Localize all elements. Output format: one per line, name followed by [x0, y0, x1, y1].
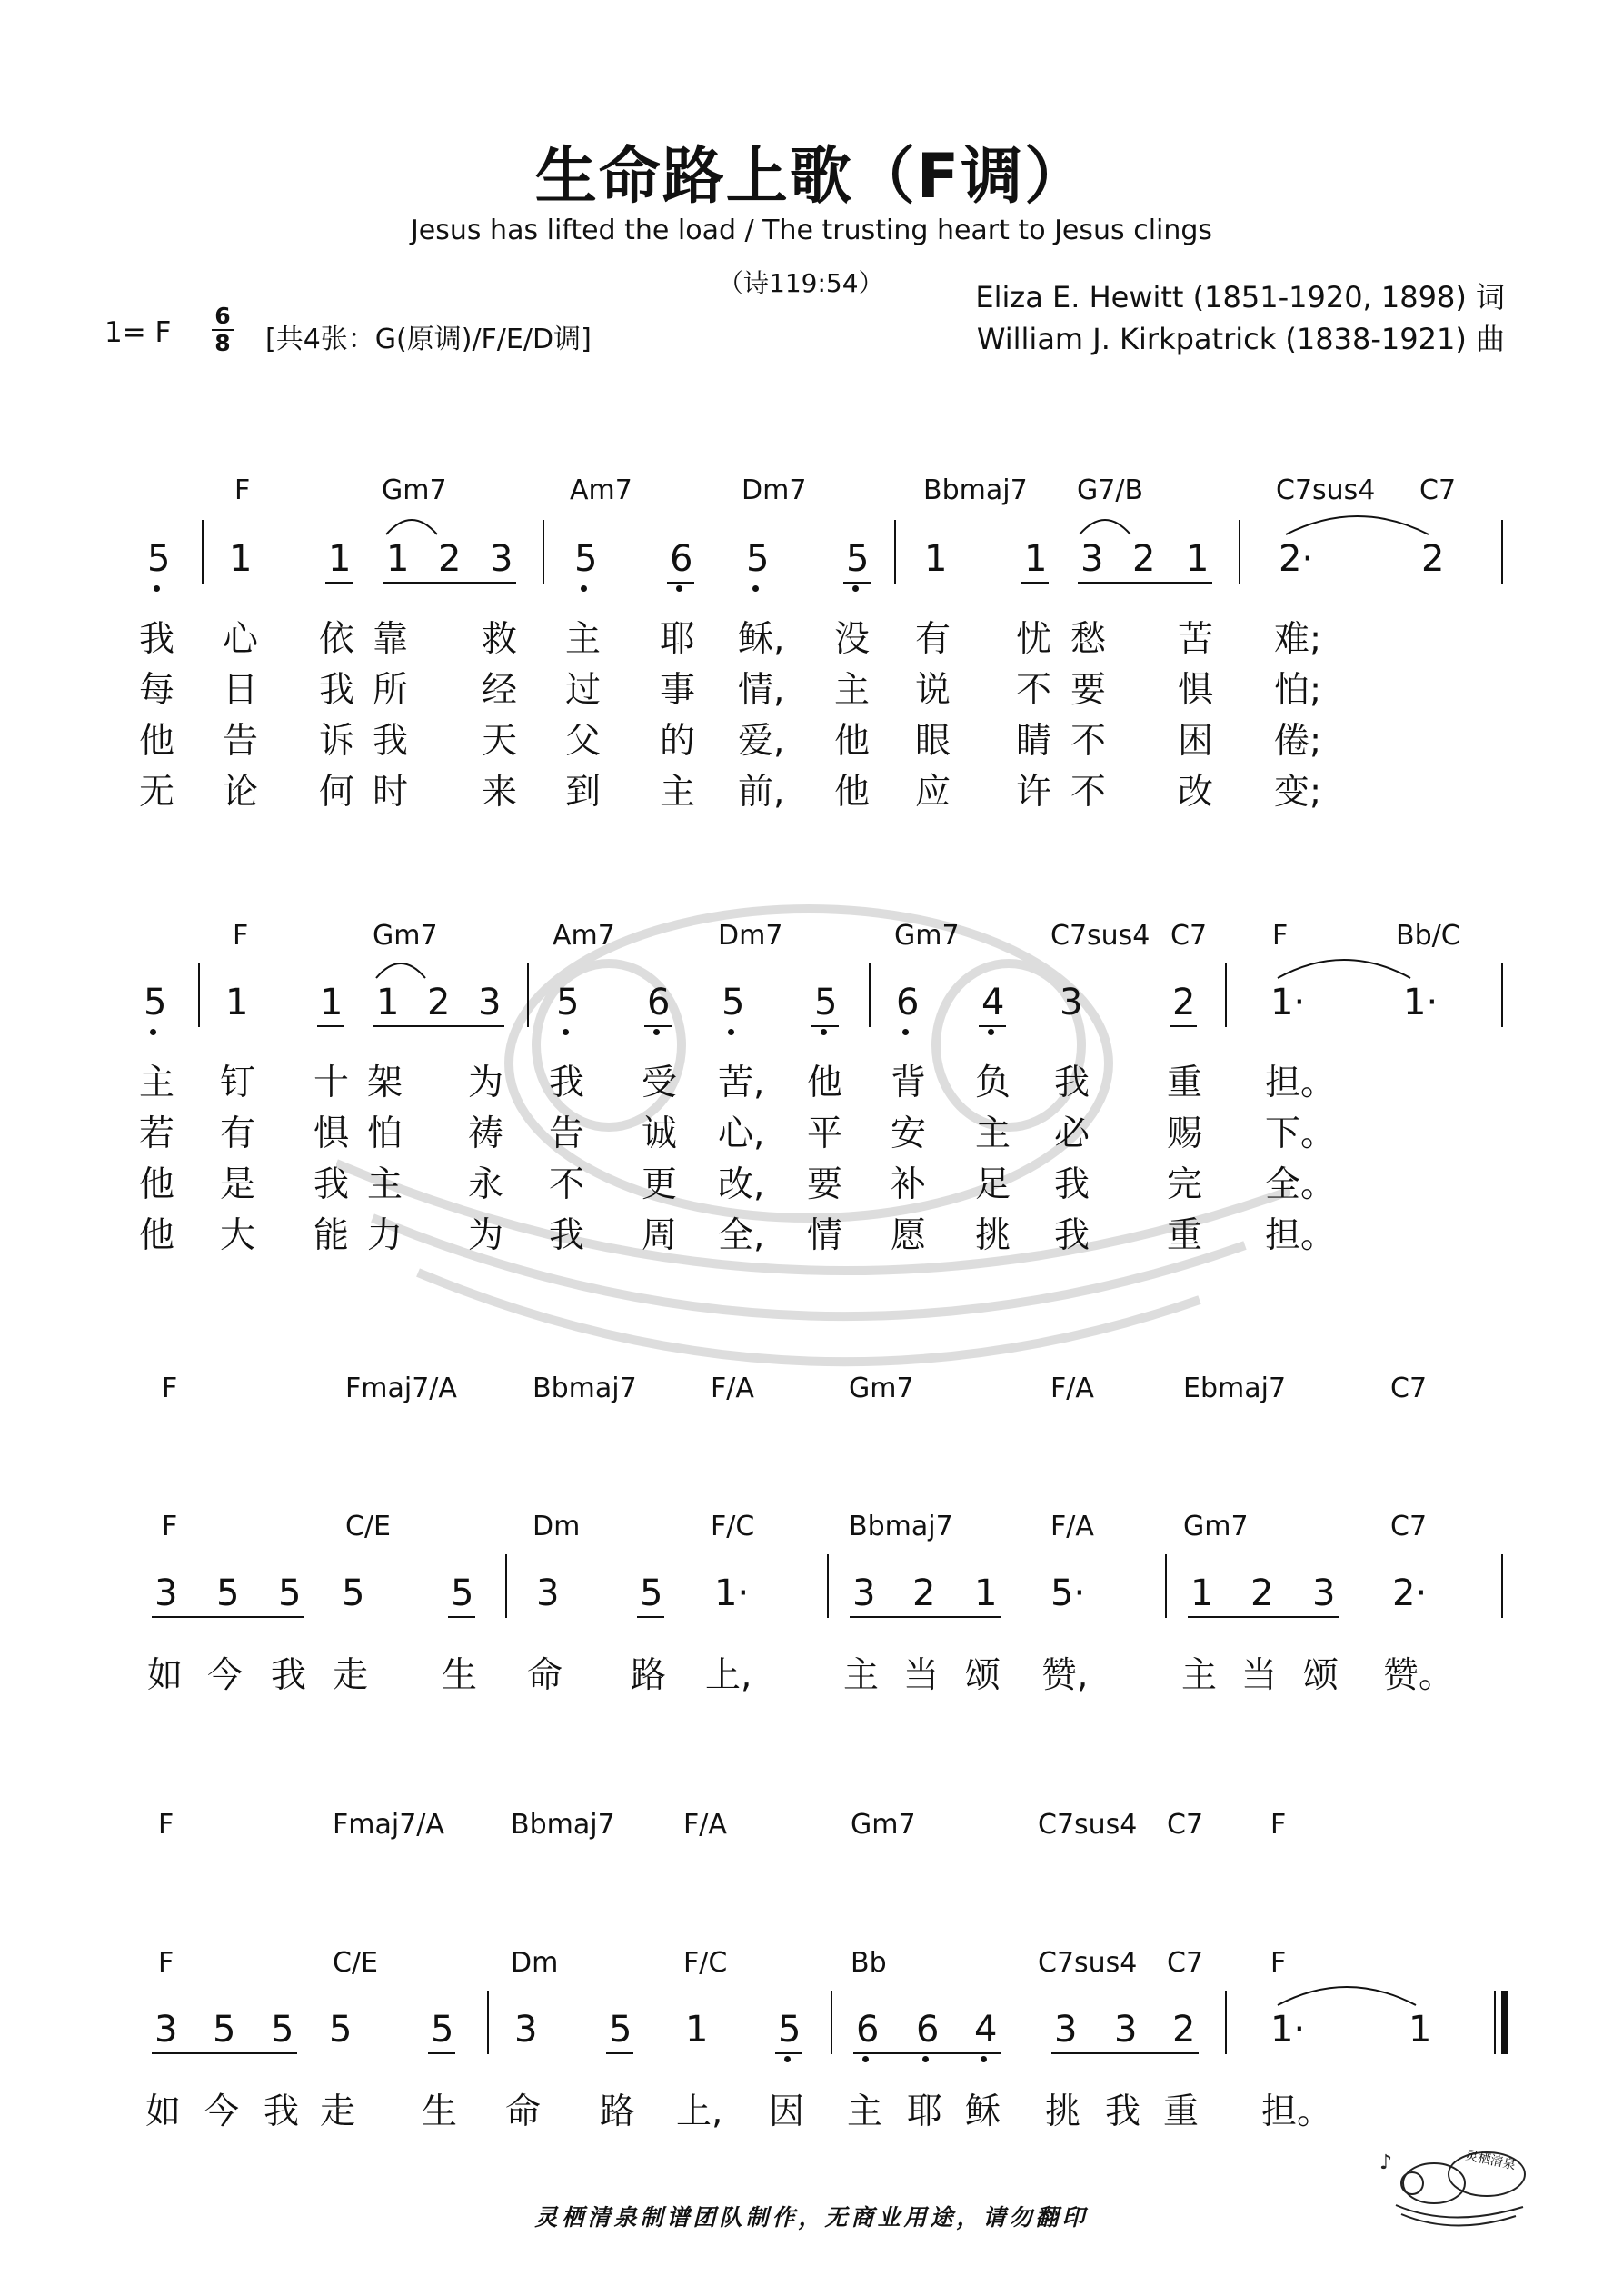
lyric: 依靠 — [319, 619, 427, 660]
lyric: 眼 — [915, 721, 951, 762]
lyric: 担。 — [1265, 1215, 1337, 1256]
slur — [376, 963, 425, 978]
lyric: 担。 — [1261, 2091, 1333, 2132]
note: 6 — [856, 2009, 880, 2051]
lyric: 上, — [705, 1655, 752, 1696]
chord: F/C — [683, 1947, 728, 1979]
lyric: 诚 — [642, 1113, 678, 1154]
chord: C7 — [1167, 1947, 1204, 1979]
lyric: 主 — [565, 619, 602, 660]
lyric: 命 — [505, 2091, 542, 2132]
note: 2 — [1172, 2009, 1196, 2051]
lyric: 永 — [468, 1164, 504, 1205]
lyric: 他 — [834, 721, 871, 762]
lyric: 许 — [1016, 772, 1052, 813]
lyric: 如 — [145, 2091, 182, 2132]
lyric: 要 — [1070, 670, 1107, 711]
available-keys-note: [共4张：G(原调)/F/E/D调] — [265, 324, 592, 355]
chord: F — [1270, 1947, 1287, 1979]
note: 5 — [216, 1572, 240, 1614]
lyric: 告 — [223, 721, 259, 762]
note: 6 — [670, 538, 693, 580]
chord: Gm7 — [382, 474, 447, 506]
logo-text: 灵栖清泉 — [1464, 2148, 1518, 2173]
lyric: 倦; — [1274, 721, 1322, 762]
lyric: 的 — [660, 721, 696, 762]
lyric: 他 — [807, 1063, 843, 1103]
note: 5 — [278, 1572, 302, 1614]
chord: C/E — [345, 1511, 392, 1542]
song-subtitle: Jesus has lifted the load / The trusting heart to Jesus clings — [410, 215, 1213, 246]
note: 1· — [714, 1572, 750, 1614]
lyric: 稣 — [965, 2091, 1001, 2132]
note: 1 — [320, 982, 344, 1023]
note: 1 — [1190, 1572, 1214, 1614]
note: 5 — [342, 1572, 365, 1614]
lyric: 周 — [642, 1215, 678, 1256]
lyric: 日 — [223, 670, 259, 711]
lyric: 赐 — [1167, 1113, 1203, 1154]
lyric: 今 — [204, 2091, 240, 2132]
lyric: 赞, — [1041, 1655, 1089, 1696]
lyric: 诉我 — [319, 721, 427, 762]
note: 3 — [1054, 2009, 1078, 2051]
lyric: 走 — [333, 1655, 369, 1696]
note: 2 — [1250, 1572, 1274, 1614]
lyric: 难; — [1274, 619, 1322, 660]
song-title: 生命路上歌（F调） — [534, 141, 1089, 213]
chord: C7sus4 — [1050, 920, 1150, 952]
lyric: 全。 — [1265, 1164, 1337, 1205]
note: 5 — [746, 538, 770, 580]
lyric: 我主 — [314, 1164, 422, 1205]
lyric: 我 — [549, 1063, 585, 1103]
chord: Bb — [851, 1947, 887, 1979]
time-signature-bottom: 8 — [214, 330, 231, 356]
sheep-logo-icon — [1378, 2141, 1532, 2232]
chord: F — [233, 920, 249, 952]
lyric: 赞。 — [1383, 1655, 1455, 1696]
lyric: 稣, — [738, 619, 785, 660]
note: 3 — [490, 538, 513, 580]
note: 1 — [328, 538, 352, 580]
note: 3 — [514, 2009, 538, 2051]
chord: F — [158, 1809, 174, 1841]
note: 3 — [1114, 2009, 1138, 2051]
chord: F/A — [1050, 1373, 1094, 1404]
lyric: 主 — [139, 1063, 175, 1103]
lyric: 十架 — [314, 1063, 422, 1103]
lyric: 为 — [468, 1215, 504, 1256]
lyric: 父 — [565, 721, 602, 762]
note: 5 — [722, 982, 745, 1023]
note: 3 — [154, 2009, 178, 2051]
note: 1 — [924, 538, 948, 580]
key-signature: 1= F — [105, 316, 172, 349]
lyric: 受 — [642, 1063, 678, 1103]
lyric: 能力 — [314, 1215, 422, 1256]
publisher-logo — [1378, 2141, 1532, 2232]
lyric: 下。 — [1265, 1113, 1337, 1154]
note: 5 — [846, 538, 870, 580]
chord: Bb/C — [1396, 920, 1460, 952]
lyric: 怕; — [1274, 670, 1322, 711]
lyric: 心, — [718, 1113, 765, 1154]
note: 1 — [386, 538, 410, 580]
chord: Bbmaj7 — [849, 1511, 953, 1542]
note: 5 — [609, 2009, 632, 2051]
chord: F/C — [711, 1511, 755, 1542]
lyric: 他 — [834, 772, 871, 813]
note: 2 — [1421, 538, 1445, 580]
note: 1 — [229, 538, 253, 580]
lyric: 祷 — [468, 1113, 504, 1154]
lyric: 重 — [1167, 1215, 1203, 1256]
note: 3 — [1080, 538, 1104, 580]
note: 1· — [1403, 982, 1439, 1023]
chord: Gm7 — [1183, 1511, 1249, 1542]
lyric: 我 — [1105, 2091, 1141, 2132]
note: 3 — [536, 1572, 560, 1614]
tie — [1278, 960, 1410, 978]
chord: C7 — [1167, 1809, 1204, 1841]
lyric: 大 — [220, 1215, 256, 1256]
lyric: 愿 — [891, 1215, 927, 1256]
lyric: 主 — [1181, 1655, 1218, 1696]
lyric: 情 — [807, 1215, 843, 1256]
lyric: 重 — [1163, 2091, 1200, 2132]
scripture-reference: （诗119:54） — [718, 268, 884, 298]
lyric: 愁 — [1070, 619, 1107, 660]
lyric: 困 — [1178, 721, 1214, 762]
lyric: 生 — [422, 2091, 458, 2132]
slur — [386, 520, 437, 534]
lyric: 钉 — [220, 1063, 256, 1103]
lyric: 不 — [1070, 721, 1107, 762]
lyric: 变; — [1274, 772, 1322, 813]
chord: Dm — [533, 1511, 581, 1542]
chord: Am7 — [570, 474, 632, 506]
note: 3 — [1312, 1572, 1336, 1614]
lyric: 主 — [975, 1113, 1011, 1154]
lyric: 负 — [975, 1063, 1011, 1103]
lyric: 不 — [549, 1164, 585, 1205]
lyric: 我 — [271, 1655, 307, 1696]
chord: C7 — [1390, 1511, 1428, 1542]
chord: C7sus4 — [1038, 1947, 1138, 1979]
note: 5 — [213, 2009, 236, 2051]
lyric: 当 — [1241, 1655, 1278, 1696]
lyric: 来 — [482, 772, 518, 813]
chord: C7sus4 — [1276, 474, 1376, 506]
chord: C7 — [1419, 474, 1457, 506]
lyric: 情, — [738, 670, 785, 711]
lyric: 前, — [738, 772, 785, 813]
note: 1 — [225, 982, 249, 1023]
note: 1 — [1186, 538, 1210, 580]
lyric: 无 — [139, 772, 175, 813]
lyric: 我 — [1054, 1063, 1090, 1103]
lyric: 我所 — [319, 670, 427, 711]
chord: C7sus4 — [1038, 1809, 1138, 1841]
chord: C7 — [1390, 1373, 1428, 1404]
note: 5 — [574, 538, 598, 580]
chord: F/A — [683, 1809, 727, 1841]
chord: F — [162, 1511, 178, 1542]
note: 1 — [1409, 2009, 1432, 2051]
lyric: 担。 — [1265, 1063, 1337, 1103]
lyric: 走 — [320, 2091, 356, 2132]
lyric: 改 — [1178, 772, 1214, 813]
note: 5 — [431, 2009, 454, 2051]
chord: F — [1272, 920, 1289, 952]
lyric: 平 — [807, 1113, 843, 1154]
note: 4 — [981, 982, 1005, 1023]
lyric: 我 — [1054, 1215, 1090, 1256]
note: 5 — [814, 982, 838, 1023]
lyric: 我 — [139, 619, 175, 660]
lyric: 过 — [565, 670, 602, 711]
note: 2· — [1392, 1572, 1428, 1614]
lyric: 他 — [139, 721, 175, 762]
lyric: 颂 — [1303, 1655, 1339, 1696]
lyric: 补 — [891, 1164, 927, 1205]
chord: F — [234, 474, 251, 506]
lyric: 主 — [834, 670, 871, 711]
chord: C7 — [1170, 920, 1208, 952]
lyric: 没 — [834, 619, 871, 660]
lyric: 心 — [223, 619, 259, 660]
lyric: 今 — [207, 1655, 244, 1696]
note: 5 — [640, 1572, 663, 1614]
note: 1· — [1270, 982, 1306, 1023]
chord: F — [1270, 1809, 1287, 1841]
lyric: 每 — [139, 670, 175, 711]
chord: Dm7 — [742, 474, 807, 506]
lyric: 经 — [482, 670, 518, 711]
note: 1 — [376, 982, 400, 1023]
note: 2 — [912, 1572, 936, 1614]
lyric: 命 — [527, 1655, 563, 1696]
lyric: 如 — [147, 1655, 184, 1696]
lyric: 背 — [891, 1063, 927, 1103]
note: 1 — [1024, 538, 1048, 580]
chord: Fmaj7/A — [345, 1373, 457, 1404]
lyric: 耶 — [660, 619, 696, 660]
note: 3 — [478, 982, 502, 1023]
lyric: 主 — [847, 2091, 883, 2132]
lyric: 生 — [442, 1655, 478, 1696]
lyric: 何时 — [319, 772, 427, 813]
lyric: 到 — [565, 772, 602, 813]
lyric: 告 — [549, 1113, 585, 1154]
lyric: 主 — [660, 772, 696, 813]
lyric: 有 — [915, 619, 951, 660]
lyric: 颂 — [965, 1655, 1001, 1696]
chord: Gm7 — [894, 920, 960, 952]
note: 2 — [438, 538, 462, 580]
lyric: 上, — [676, 2091, 723, 2132]
note: 3 — [154, 1572, 178, 1614]
chord: Dm7 — [718, 920, 783, 952]
note: 5 — [556, 982, 580, 1023]
note: 1 — [685, 2009, 709, 2051]
lyric: 重 — [1167, 1063, 1203, 1103]
lyric: 惧怕 — [314, 1113, 422, 1154]
note: 1· — [1270, 2009, 1306, 2051]
lyric: 我 — [1054, 1164, 1090, 1205]
lyric: 路 — [631, 1655, 667, 1696]
tie — [1286, 516, 1429, 534]
tie — [1278, 1987, 1416, 2005]
lyric: 说 — [915, 670, 951, 711]
lyric: 安 — [891, 1113, 927, 1154]
lyricist-credit: Eliza E. Hewitt (1851-1920, 1898) 词 — [975, 280, 1505, 314]
note: 1 — [974, 1572, 998, 1614]
chord: F/A — [1050, 1511, 1094, 1542]
lyric: 睛 — [1016, 721, 1052, 762]
note: 6 — [896, 982, 920, 1023]
lyric: 我 — [264, 2091, 300, 2132]
note: 2 — [1132, 538, 1156, 580]
chord: Am7 — [553, 920, 615, 952]
lyric: 当 — [903, 1655, 940, 1696]
note: 6 — [916, 2009, 940, 2051]
composer-credit: William J. Kirkpatrick (1838-1921) 曲 — [976, 322, 1505, 356]
lyric: 足 — [975, 1164, 1011, 1205]
lyric: 他 — [139, 1164, 175, 1205]
chord: Bbmaj7 — [533, 1373, 637, 1404]
note: 2· — [1279, 538, 1314, 580]
note: 4 — [974, 2009, 998, 2051]
time-signature-top: 6 — [214, 303, 231, 329]
footer-note: 灵栖清泉制谱团队制作，无商业用途，请勿翻印 — [534, 2204, 1089, 2231]
svg-text:♪: ♪ — [1379, 2151, 1393, 2174]
slur — [1080, 520, 1130, 534]
lyric: 若 — [139, 1113, 175, 1154]
note: 5 — [329, 2009, 353, 2051]
lyric: 主 — [843, 1655, 880, 1696]
lyric: 不 — [1070, 772, 1107, 813]
lyric: 必 — [1054, 1113, 1090, 1154]
lyric: 因 — [769, 2091, 805, 2132]
note: 5· — [1050, 1572, 1086, 1614]
lyric: 为 — [468, 1063, 504, 1103]
note: 2 — [427, 982, 451, 1023]
lyric: 天 — [482, 721, 518, 762]
lyric: 惧 — [1178, 670, 1214, 711]
lyric: 应 — [915, 772, 951, 813]
chord: Gm7 — [373, 920, 438, 952]
lyric: 事 — [660, 670, 696, 711]
lyric: 改, — [718, 1164, 765, 1205]
chord: Gm7 — [851, 1809, 916, 1841]
lyric: 不 — [1016, 670, 1052, 711]
note: 2 — [1172, 982, 1196, 1023]
lyric: 耶 — [907, 2091, 943, 2132]
note: 5 — [451, 1572, 474, 1614]
chord: G7/B — [1077, 474, 1144, 506]
chord: Dm — [511, 1947, 559, 1979]
lyric: 挑 — [1045, 2091, 1081, 2132]
lyric: 完 — [1167, 1164, 1203, 1205]
lyric: 论 — [223, 772, 259, 813]
note: 5 — [147, 538, 171, 580]
lyric: 有 — [220, 1113, 256, 1154]
note: 3 — [1060, 982, 1083, 1023]
lyric: 苦, — [718, 1063, 765, 1103]
chord: Fmaj7/A — [333, 1809, 444, 1841]
lyric: 全, — [718, 1215, 765, 1256]
lyric: 我 — [549, 1215, 585, 1256]
chord: C/E — [333, 1947, 379, 1979]
note: 5 — [144, 982, 167, 1023]
lyric: 挑 — [975, 1215, 1011, 1256]
lyric: 苦 — [1178, 619, 1214, 660]
chord: Bbmaj7 — [923, 474, 1028, 506]
lyric: 忧 — [1016, 619, 1052, 660]
note: 5 — [778, 2009, 802, 2051]
lyric: 他 — [139, 1215, 175, 1256]
lyric: 更 — [642, 1164, 678, 1205]
note: 3 — [852, 1572, 876, 1614]
chord: F — [162, 1373, 178, 1404]
lyric: 救 — [482, 619, 518, 660]
chord: F/A — [711, 1373, 754, 1404]
lyric: 爱, — [738, 721, 785, 762]
chord: F — [158, 1947, 174, 1979]
chord: Ebmaj7 — [1183, 1373, 1287, 1404]
note: 5 — [271, 2009, 294, 2051]
lyric: 是 — [220, 1164, 256, 1205]
lyric: 路 — [600, 2091, 636, 2132]
lyric: 要 — [807, 1164, 843, 1205]
chord: Gm7 — [849, 1373, 914, 1404]
chord: Bbmaj7 — [511, 1809, 615, 1841]
note: 6 — [647, 982, 671, 1023]
